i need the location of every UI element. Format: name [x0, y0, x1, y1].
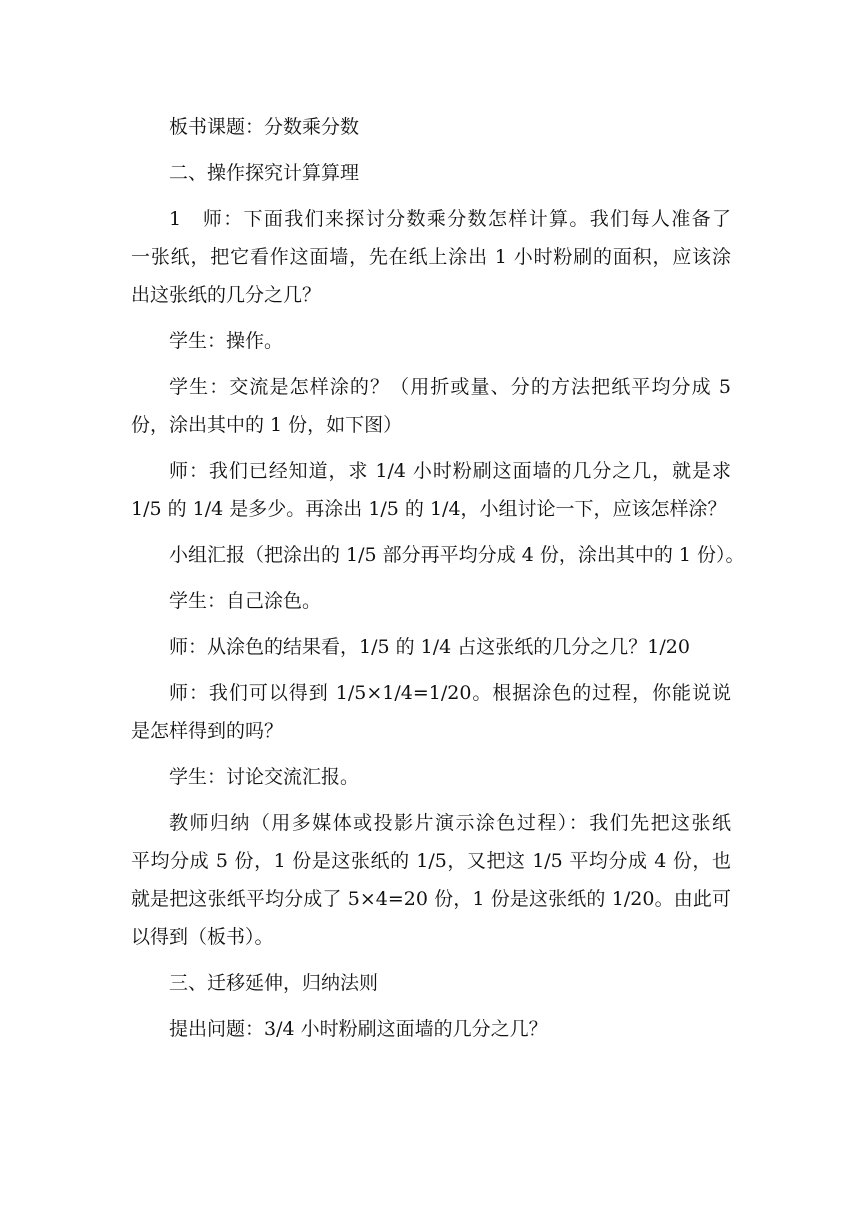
paragraph-line: 是怎样得到的吗？ — [131, 720, 284, 742]
paragraph-line: 师：从涂色的结果看，1/5 的 1/4 占这张纸的几分之几？1/20 — [169, 636, 690, 658]
paragraph-line: 1 师：下面我们来探讨分数乘分数怎样计算。我们每人准备了 — [169, 208, 731, 230]
paragraph-line: 份，涂出其中的 1 份，如下图） — [131, 414, 403, 436]
paragraph — [131, 1010, 731, 1048]
paragraph — [131, 964, 731, 1002]
paragraph — [131, 200, 731, 314]
paragraph — [131, 452, 731, 528]
paragraph-line: 就是把这张纸平均分成了 5×4=20 份，1 份是这张纸的 1/20。由此可 — [131, 888, 731, 910]
paragraph — [131, 322, 731, 360]
paragraph-line: 三、迁移延伸，归纳法则 — [169, 972, 379, 994]
paragraph — [131, 368, 731, 444]
paragraph-line: 学生：自己涂色。 — [169, 590, 322, 612]
paragraph-line: 学生：操作。 — [169, 330, 284, 352]
document-body — [131, 108, 745, 1056]
paragraph-line: 教师归纳（用多媒体或投影片演示涂色过程）：我们先把这张纸 — [169, 812, 731, 834]
paragraph-line: 二、操作探究计算算理 — [169, 162, 360, 184]
paragraph-line: 师：我们可以得到 1/5×1/4=1/20。根据涂色的过程，你能说说 — [169, 682, 731, 704]
paragraph-line: 提出问题：3/4 小时粉刷这面墙的几分之几？ — [169, 1018, 548, 1040]
paragraph-line: 1/5 的 1/4 是多少。再涂出 1/5 的 1/4，小组讨论一下，应该怎样涂？ — [131, 498, 727, 520]
paragraph-line: 学生：讨论交流汇报。 — [169, 766, 360, 788]
paragraph — [131, 804, 731, 956]
paragraph — [131, 108, 731, 146]
paragraph-line: 平均分成 5 份，1 份是这张纸的 1/5，又把这 1/5 平均分成 4 份，也 — [131, 850, 731, 872]
paragraph-line: 师：我们已经知道，求 1/4 小时粉刷这面墙的几分之几，就是求 — [169, 460, 731, 482]
paragraph — [131, 536, 745, 574]
paragraph-line: 以得到（板书）。 — [131, 926, 274, 948]
paragraph-line: 出这张纸的几分之几？ — [131, 284, 322, 306]
paragraph-line: 一张纸，把它看作这面墙，先在纸上涂出 1 小时粉刷的面积，应该涂 — [131, 246, 731, 268]
paragraph — [131, 628, 731, 666]
paragraph — [131, 758, 731, 796]
paragraph — [131, 582, 731, 620]
paragraph — [131, 674, 731, 750]
paragraph — [131, 154, 731, 192]
paragraph-line: 学生：交流是怎样涂的？（用折或量、分的方法把纸平均分成 5 — [169, 376, 731, 398]
paragraph-line: 板书课题：分数乘分数 — [169, 116, 360, 138]
paragraph-line: 小组汇报（把涂出的 1/5 部分再平均分成 4 份，涂出其中的 1 份）。 — [169, 544, 745, 566]
